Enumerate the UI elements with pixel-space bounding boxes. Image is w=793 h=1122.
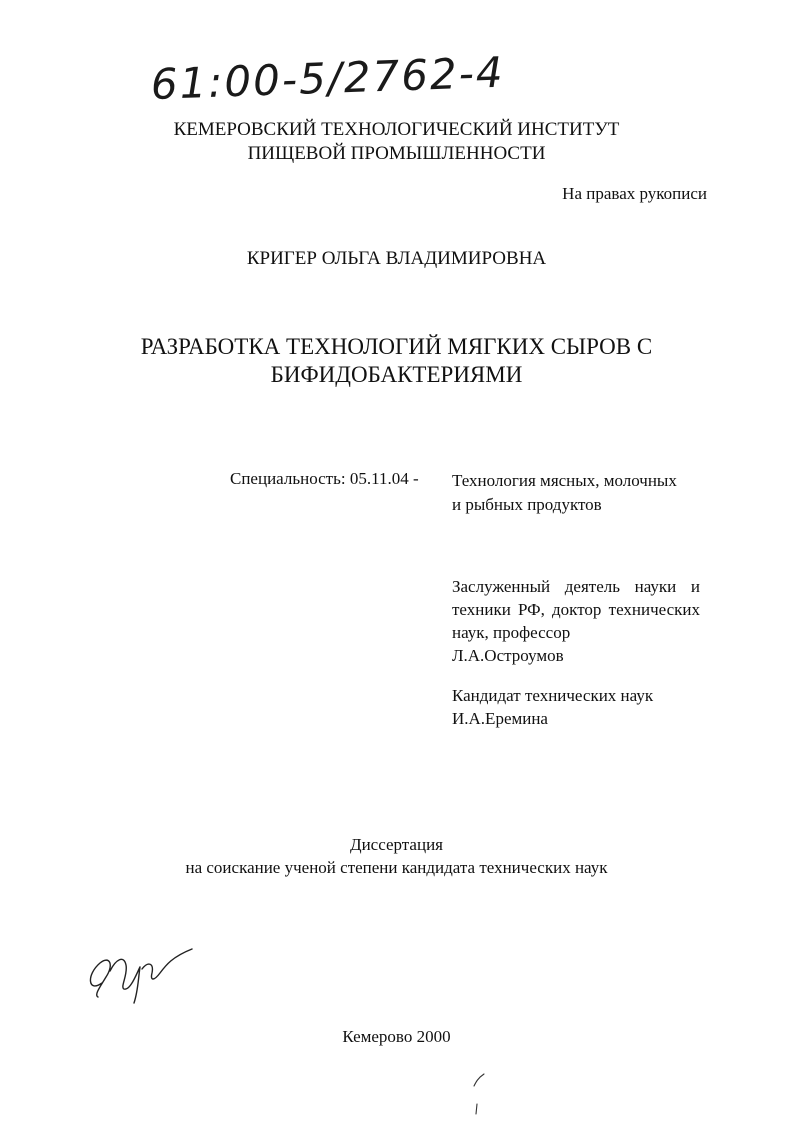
advisor-1-name: Л.А.Остроумов [452,646,564,665]
pen-tick-mark [468,1070,488,1120]
author-name: КРИГЕР ОЛЬГА ВЛАДИМИРОВНА [246,248,547,269]
manuscript-note: На правах рукописи [562,184,707,203]
institute-line-1: КЕМЕРОВСКИЙ ТЕХНОЛОГИЧЕСКИЙ ИНСТИТУТ [173,119,620,140]
city-year: Кемерово 2000 [342,1027,451,1046]
specialty-line-2: и рыбных продуктов [452,495,602,514]
advisor-1-line: Заслуженный деятель науки и [452,577,700,596]
specialty-description [452,469,700,517]
title-line-1: РАЗРАБОТКА ТЕХНОЛОГИЙ МЯГКИХ СЫРОВ С [140,334,653,359]
dissertation-line-1: Диссертация [349,835,443,854]
dissertation-note [0,833,793,879]
advisor-2-name: И.А.Еремина [452,709,548,728]
handwritten-archive-code: 61:00-5/2762-4 [150,47,506,109]
advisor-1-line: технических наук, профессор [452,600,701,642]
scientific-advisor-2 [452,684,700,730]
specialty-label: Специальность: 05.11.04 - [230,469,419,488]
specialty-line-1: Технология мясных, молочных [452,471,677,490]
advisor-2-line: Кандидат технических наук [452,686,654,705]
institute-line-2: ПИЩЕВОЙ ПРОМЫШЛЕННОСТИ [247,143,546,164]
handwritten-signature [80,935,210,1015]
institute-name [0,118,793,166]
dissertation-line-2: на соискание ученой степени кандидата технических наук [185,858,608,877]
title-line-2: БИФИДОБАКТЕРИЯМИ [270,362,523,387]
advisor-1-line: техники РФ, доктор [452,600,602,619]
dissertation-title [0,333,793,389]
scientific-advisor-1 [452,575,700,667]
